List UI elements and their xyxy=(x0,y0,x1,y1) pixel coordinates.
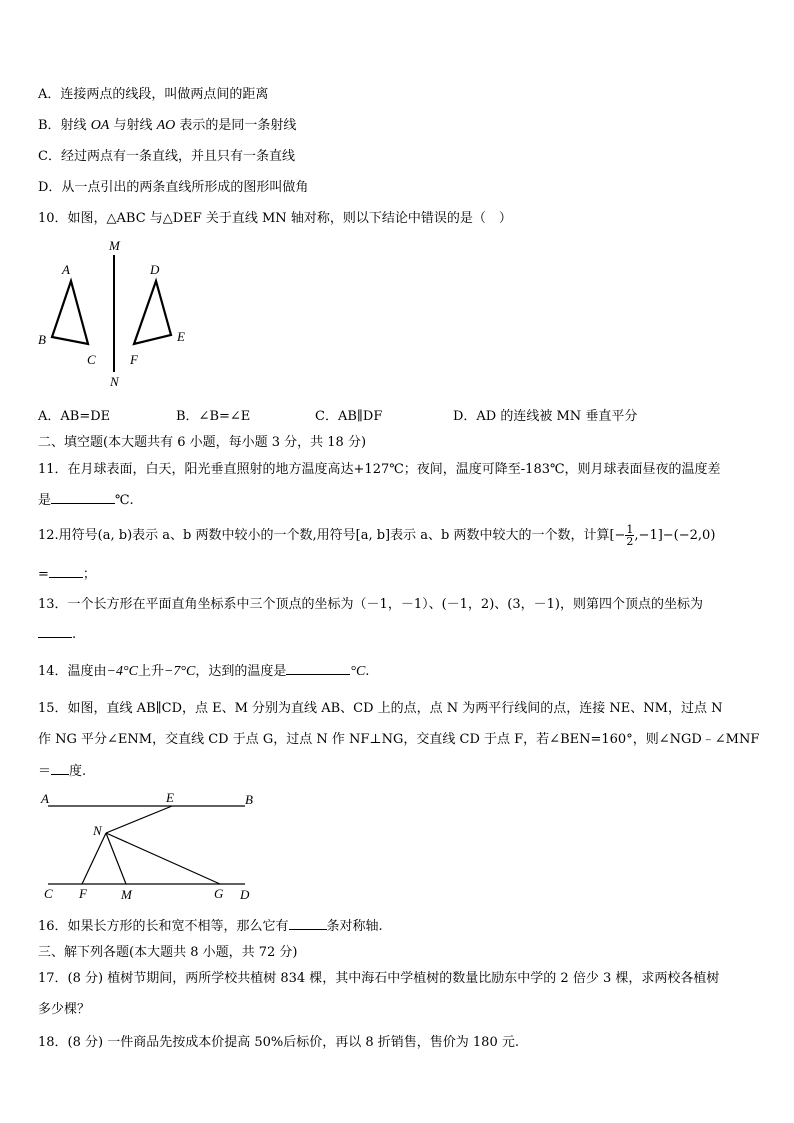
label-a: A xyxy=(41,791,49,806)
q15-figure xyxy=(30,788,270,903)
q15-text: ＝ xyxy=(38,764,52,779)
q17-line2: 多少棵？ xyxy=(38,1002,91,1017)
q11-text: ℃. xyxy=(115,493,134,508)
q12-text: = xyxy=(38,567,49,582)
q13-line2 xyxy=(38,625,76,642)
answer-blank[interactable] xyxy=(286,662,350,675)
segment-ne xyxy=(106,806,172,833)
label-e: E xyxy=(166,790,174,805)
answer-blank[interactable] xyxy=(49,565,83,578)
q12-text: ； xyxy=(82,567,96,582)
q10-option-c: C．AB∥DF xyxy=(315,409,383,424)
triangle-abc xyxy=(52,281,88,344)
q16-line xyxy=(38,915,383,934)
answer-blank[interactable] xyxy=(38,625,72,638)
label-f: F xyxy=(79,886,87,901)
label-n: N xyxy=(93,823,102,838)
label-b: B xyxy=(245,792,253,807)
q13-text: . xyxy=(72,627,77,642)
label-c: C xyxy=(87,352,96,367)
q15-line1: 15．如图，直线 AB∥CD，点 E、M 分别为直线 AB、CD 上的点，点 N 为两平行线间的点，连接 NE、NM，过点 N xyxy=(38,701,723,716)
label-a: A xyxy=(62,262,70,277)
q14-expr-start: −4°C xyxy=(106,664,138,679)
q14-line xyxy=(38,660,369,680)
label-d: D xyxy=(240,887,250,902)
q18-line: 18．(8 分) 一件商品先按成本价提高 50%后标价，再以 8 折销售，售价为 180 元. xyxy=(38,1035,519,1050)
q9-option-b-text: 与射线 xyxy=(109,118,157,133)
answer-blank[interactable] xyxy=(289,917,327,930)
section-3-heading: 三、解下列各题(本大题共 8 小题，共 72 分) xyxy=(38,945,298,960)
q14-expr-rise: −7°C xyxy=(163,664,196,679)
q9-option-d: D．从一点引出的两条直线所形成的图形叫做角 xyxy=(38,180,309,195)
section-2-heading: 二、填空题(本大题共有 6 小题，每小题 3 分，共 18 分) xyxy=(38,435,367,450)
q10-figure xyxy=(30,235,200,395)
ray-ao: AO xyxy=(156,118,176,133)
q10-option-b: B．∠B=∠E xyxy=(176,409,251,424)
q12-text: 12.用符号(a, b)表示 a、b 两数中较小的一个数,用符号[a, b]表示 a、b 两数中较大的一个数，计算[− xyxy=(38,528,626,543)
segment-nf xyxy=(82,833,106,884)
q12-line2 xyxy=(38,563,96,582)
q10-option-d: D．AD 的连线被 MN 垂直平分 xyxy=(453,409,638,424)
q9-option-b xyxy=(38,114,296,134)
q9-option-c: C．经过两点有一条直线，并且只有一条直线 xyxy=(38,149,295,164)
label-d: D xyxy=(150,262,160,277)
q16-text: 条对称轴. xyxy=(326,919,383,934)
q14-text: 14．温度由 xyxy=(38,664,107,679)
label-g: G xyxy=(214,886,224,901)
q14-text: . xyxy=(365,664,370,679)
q10-options xyxy=(38,405,637,424)
q14-text: 上升 xyxy=(137,664,164,679)
q11-line2 xyxy=(38,489,134,508)
ray-oa: OA xyxy=(90,118,110,133)
label-c: C xyxy=(44,886,53,901)
triangle-def xyxy=(134,281,171,344)
answer-blank[interactable] xyxy=(51,491,115,504)
q12-text: ,−1]−(−2,0) xyxy=(634,528,716,543)
label-m: M xyxy=(121,887,132,902)
q15-text: 度. xyxy=(69,764,87,779)
q9-option-b-text: B．射线 xyxy=(38,118,91,133)
label-b: B xyxy=(38,332,46,347)
q9-option-a: A．连接两点的线段，叫做两点间的距离 xyxy=(38,87,269,102)
q15-line2: 作 NG 平分∠ENM，交直线 CD 于点 G，过点 N 作 NF⊥NG，交直线 CD 于点 F，若∠BEN=160°，则∠NGD﹣∠MNF xyxy=(38,732,760,747)
q14-unit: °C xyxy=(350,664,366,679)
label-f: F xyxy=(130,352,138,367)
q11-text: 是 xyxy=(38,493,52,508)
q10-option-a: A．AB=DE xyxy=(38,409,111,424)
fraction-one-half: $\frac{1}{2}$ xyxy=(626,523,634,548)
label-n: N xyxy=(110,374,119,389)
label-e: E xyxy=(177,329,185,344)
q17-line1: 17．(8 分) 植树节期间，两所学校共植树 834 棵，其中海石中学植树的数量比励东中学的 2 倍少 3 棵，求两校各植树 xyxy=(38,971,720,986)
q14-text: ，达到的温度是 xyxy=(195,664,287,679)
label-m: M xyxy=(109,238,120,253)
q9-option-b-text: 表示的是同一条射线 xyxy=(175,118,297,133)
q12-line1 xyxy=(38,524,715,547)
q13-line1: 13．一个长方形在平面直角坐标系中三个顶点的坐标为（－1，－1）、(－1，2)、(3，－1)，则第四个顶点的坐标为 xyxy=(38,597,703,612)
q10-stem: 10．如图，△ABC 与△DEF 关于直线 MN 轴对称，则以下结论中错误的是（ ） xyxy=(38,211,512,226)
q16-text: 16．如果长方形的长和宽不相等，那么它有 xyxy=(38,919,289,934)
q11-line1: 11．在月球表面，白天，阳光垂直照射的地方温度高达+127℃；夜间，温度可降至-183℃，则月球表面昼夜的温度差 xyxy=(38,462,721,477)
q15-line3 xyxy=(38,760,86,779)
answer-blank[interactable] xyxy=(51,762,69,775)
